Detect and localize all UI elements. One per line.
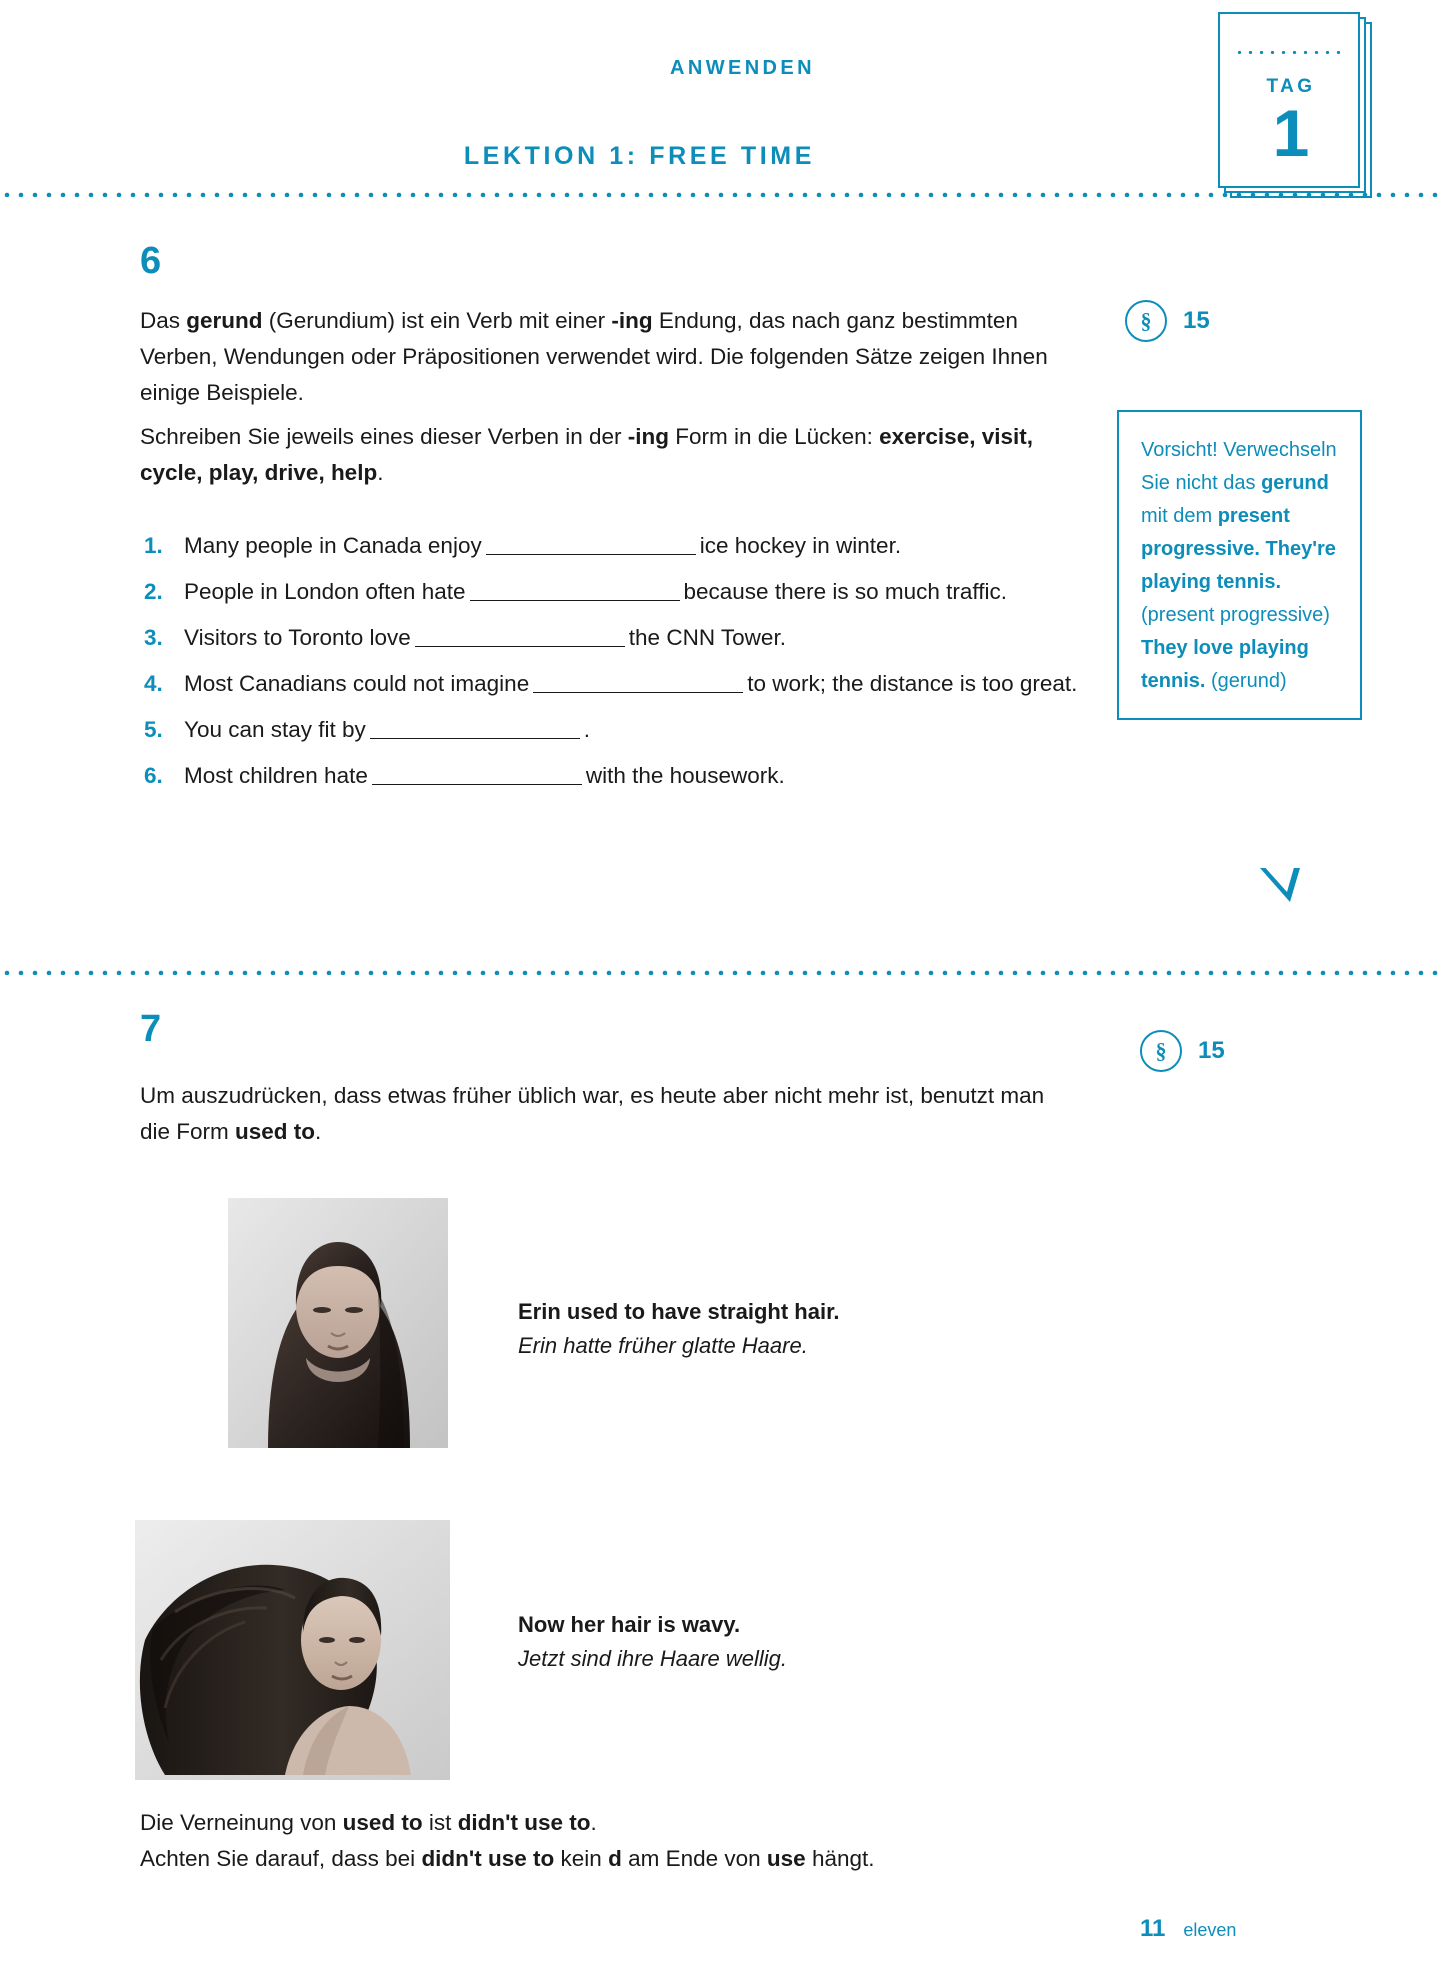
list-item [140, 622, 1080, 654]
closing-bold-didnt-use-to-2: didn't use to [421, 1846, 555, 1871]
section-6-number: 6 [140, 240, 162, 282]
tip-callout-box [1117, 410, 1362, 720]
closing-text: ist [422, 1810, 458, 1835]
intro-text: . [377, 460, 384, 485]
example-caption-german: Erin hatte früher glatte Haare. [518, 1333, 808, 1358]
page-footer [1140, 1915, 1236, 1943]
list-item-text-after: . [583, 717, 591, 742]
list-item-number: 4. [144, 671, 163, 696]
section-6-intro-paragraph-1 [140, 303, 1060, 411]
intro-text: (Gerundium) ist ein Verb mit einer [262, 308, 612, 333]
list-item-number: 2. [144, 579, 163, 604]
closing-text: hängt. [805, 1846, 875, 1871]
page-number-word: eleven [1183, 1920, 1237, 1940]
closing-bold-d: d [608, 1846, 622, 1871]
closing-text: am Ende von [621, 1846, 767, 1871]
list-item-number: 6. [144, 763, 163, 788]
list-item-text-after: to work; the distance is too great. [747, 671, 1078, 696]
intro-bold-gerund: gerund [186, 308, 263, 333]
example-caption-english: Now her hair is wavy. [518, 1612, 741, 1637]
intro-text: Um auszudrücken, dass etwas früher üblich war, es heute aber nicht mehr ist, benutzt man die Form [140, 1083, 1045, 1144]
closing-paragraph-2 [140, 1841, 1090, 1877]
tip-bold-gerund: gerund [1261, 472, 1329, 494]
list-item-number: 3. [144, 625, 163, 650]
example-caption-1 [518, 1295, 840, 1363]
day-tab-label: TAG [1266, 76, 1316, 97]
intro-text: Schreiben Sie jeweils eines dieser Verben in der [140, 424, 628, 449]
section-7-reference-number: 15 [1198, 1037, 1225, 1064]
answer-blank[interactable] [486, 535, 696, 555]
day-tab-sheet-front [1218, 12, 1360, 188]
example-caption-german: Jetzt sind ihre Haare wellig. [518, 1646, 788, 1671]
tip-text: mit dem [1141, 505, 1218, 527]
woman-with-straight-hair-photo [228, 1198, 448, 1448]
closing-bold-didnt-use-to: didn't use to [457, 1810, 591, 1835]
section-6-reference-marker [1125, 300, 1210, 342]
section-7-reference-marker [1140, 1030, 1225, 1072]
tip-text: (gerund) [1205, 670, 1287, 692]
dotted-divider-icon [1234, 50, 1348, 54]
section-6-intro [140, 303, 1060, 491]
section-7-number: 7 [140, 1008, 162, 1050]
answer-blank[interactable] [533, 673, 743, 693]
list-item-text [184, 760, 1080, 792]
dotted-rule-top [0, 192, 1445, 197]
verb-list: exercise, visit, cycle, play, drive, help [140, 424, 1033, 485]
closing-bold-use: use [766, 1846, 806, 1871]
woman-with-wavy-hair-photo [135, 1520, 450, 1780]
answer-blank[interactable] [470, 581, 680, 601]
intro-bold-ing: -ing [611, 308, 653, 333]
intro-bold-ing-2: -ing [627, 424, 670, 449]
page-header [0, 0, 1445, 200]
list-item-text [184, 530, 1080, 562]
dotted-rule-middle [0, 970, 1445, 975]
list-item-text-before: Most children hate [184, 763, 368, 788]
list-item [140, 530, 1080, 562]
example-caption-english: Erin used to have straight hair. [518, 1299, 840, 1324]
tip-text: (present progressive) [1141, 604, 1330, 626]
tip-bold-example-2: They love playing tennis. [1141, 637, 1309, 692]
tip-bold-example-1: They're playing tennis. [1141, 538, 1336, 593]
paragraph-icon: § [1125, 300, 1167, 342]
section-6-exercise-list [140, 530, 1080, 806]
list-item-number: 5. [144, 717, 163, 742]
closing-text: kein [554, 1846, 609, 1871]
intro-text: Endung, das nach ganz bestimmten Verben, Wendungen oder Präpositionen verwendet wird. Die folgenden Sätze zeigen Ihnen einige Beispiele. [140, 308, 1048, 405]
list-item-text-after: ice hockey in winter. [699, 533, 902, 558]
list-item-text-after: with the housework. [585, 763, 785, 788]
header-lesson-title: LEKTION 1: FREE TIME [463, 142, 815, 170]
closing-text: Die Verneinung von [140, 1810, 343, 1835]
list-item-text-before: Visitors to Toronto love [184, 625, 411, 650]
answer-blank[interactable] [372, 765, 582, 785]
list-item-text [184, 622, 1080, 654]
intro-text: Form in die Lücken: [669, 424, 880, 449]
list-item-number: 1. [144, 533, 163, 558]
intro-text: Das [140, 308, 187, 333]
intro-bold-used-to: used to [235, 1119, 316, 1144]
closing-bold-used-to: used to [342, 1810, 423, 1835]
list-item-text [184, 714, 1080, 746]
list-item-text-before: Many people in Canada enjoy [184, 533, 482, 558]
tip-bold-present-progressive: present progressive. [1141, 505, 1290, 560]
closing-text: . [590, 1810, 597, 1835]
closing-text: Achten Sie darauf, dass bei [140, 1846, 422, 1871]
list-item-text [184, 576, 1080, 608]
answer-blank[interactable] [415, 627, 625, 647]
section-7-intro [140, 1078, 1080, 1150]
tip-text: Vorsicht! Verwechseln Sie nicht das [1141, 439, 1337, 494]
list-item-text-after: the CNN Tower. [628, 625, 786, 650]
day-tab-number: 1 [1272, 96, 1310, 170]
answer-blank[interactable] [370, 719, 580, 739]
paragraph-icon: § [1140, 1030, 1182, 1072]
day-tab [1218, 12, 1368, 192]
list-item-text-before: You can stay fit by [184, 717, 366, 742]
example-caption-2 [518, 1608, 787, 1676]
header-eyebrow: ANWENDEN [670, 57, 815, 79]
tip-callout-tail-inner [1262, 864, 1295, 892]
list-item [140, 576, 1080, 608]
list-item [140, 760, 1080, 792]
list-item-text-before: Most Canadians could not imagine [184, 671, 530, 696]
list-item-text-before: People in London often hate [184, 579, 466, 604]
section-6-intro-paragraph-2 [140, 419, 1060, 491]
list-item [140, 714, 1080, 746]
list-item [140, 668, 1080, 700]
list-item-text [184, 668, 1080, 700]
closing-paragraph-1 [140, 1805, 1090, 1841]
intro-text: . [315, 1119, 322, 1144]
section-6-reference-number: 15 [1183, 307, 1210, 334]
list-item-text-after: because there is so much traffic. [683, 579, 1007, 604]
section-7-intro-paragraph [140, 1078, 1080, 1150]
page-number: 11 [1140, 1915, 1166, 1942]
section-7-closing [140, 1805, 1090, 1877]
